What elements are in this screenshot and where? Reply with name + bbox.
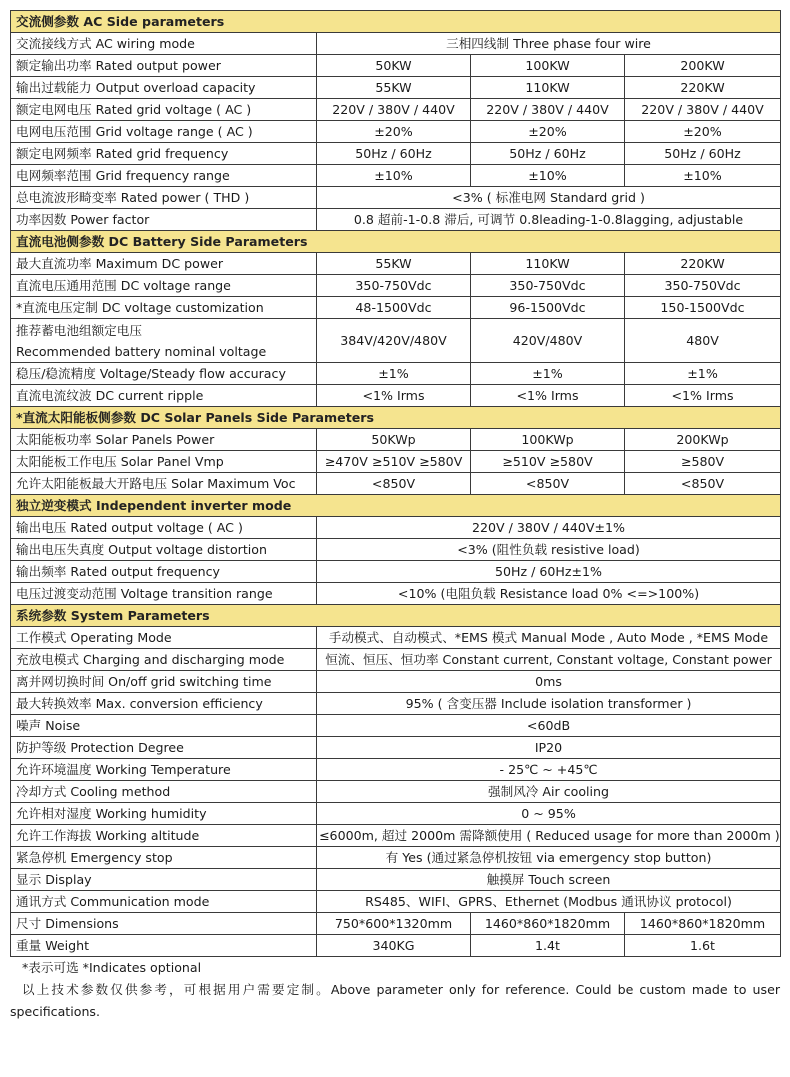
spec-label: 电网电压范围 Grid voltage range ( AC ) — [11, 121, 317, 143]
spec-label: 额定电网电压 Rated grid voltage ( AC ) — [11, 99, 317, 121]
spec-label: 输出电压 Rated output voltage ( AC ) — [11, 517, 317, 539]
section-title: 系统参数 System Parameters — [11, 605, 781, 627]
spec-value-model-2: <850V — [471, 473, 625, 495]
spec-label: 交流接线方式 AC wiring mode — [11, 33, 317, 55]
spec-row — [11, 671, 781, 693]
spec-label-line2: Recommended battery nominal voltage — [16, 343, 267, 359]
spec-label: 允许太阳能板最大开路电压 Solar Maximum Voc — [11, 473, 317, 495]
spec-label: 电网频率范围 Grid frequency range — [11, 165, 317, 187]
spec-value-model-1: ±20% — [317, 121, 471, 143]
spec-value-model-1: ≥470V ≥510V ≥580V — [317, 451, 471, 473]
spec-row — [11, 825, 781, 847]
spec-value-all-models: 恒流、恒压、恒功率 Constant current, Constant voltage, Constant power — [317, 649, 781, 671]
spec-value-model-1: 55KW — [317, 77, 471, 99]
spec-value-model-1: 384V/420V/480V — [317, 319, 471, 363]
spec-row — [11, 473, 781, 495]
spec-value-model-1: 48-1500Vdc — [317, 297, 471, 319]
footnotes — [10, 957, 780, 1023]
spec-value-model-3: 350-750Vdc — [625, 275, 781, 297]
spec-label — [11, 319, 317, 363]
spec-label: 额定电网频率 Rated grid frequency — [11, 143, 317, 165]
disclaimer-note: 以上技术参数仅供参考，可根据用户需要定制。Above parameter only for reference. Could be custom made to user specifications. — [10, 982, 780, 1019]
spec-label: 总电流波形畸变率 Rated power ( THD ) — [11, 187, 317, 209]
spec-value-model-1: ±10% — [317, 165, 471, 187]
spec-value-all-models: 强制风冷 Air cooling — [317, 781, 781, 803]
spec-label: 直流电压通用范围 DC voltage range — [11, 275, 317, 297]
spec-label: 最大直流功率 Maximum DC power — [11, 253, 317, 275]
spec-value-model-1: ±1% — [317, 363, 471, 385]
spec-row — [11, 517, 781, 539]
spec-row — [11, 209, 781, 231]
spec-value-all-models: 触摸屏 Touch screen — [317, 869, 781, 891]
spec-row — [11, 649, 781, 671]
section-header-system — [11, 605, 781, 627]
spec-value-model-3: ±1% — [625, 363, 781, 385]
spec-value-model-1: 350-750Vdc — [317, 275, 471, 297]
spec-value-model-3: 480V — [625, 319, 781, 363]
spec-label: 功率因数 Power factor — [11, 209, 317, 231]
spec-value-model-2: 96-1500Vdc — [471, 297, 625, 319]
spec-value-model-2: 110KW — [471, 77, 625, 99]
section-title: 直流电池侧参数 DC Battery Side Parameters — [11, 231, 781, 253]
spec-label-line1: 推荐蓄电池组额定电压 — [16, 322, 142, 338]
spec-value-model-2: ±1% — [471, 363, 625, 385]
spec-value-model-1: 750*600*1320mm — [317, 913, 471, 935]
spec-row — [11, 627, 781, 649]
spec-label: 稳压/稳流精度 Voltage/Steady flow accuracy — [11, 363, 317, 385]
spec-value-all-models: 0ms — [317, 671, 781, 693]
spec-value-model-1: 340KG — [317, 935, 471, 957]
spec-label: 允许相对湿度 Working humidity — [11, 803, 317, 825]
spec-value-model-2: <1% Irms — [471, 385, 625, 407]
spec-label: 防护等级 Protection Degree — [11, 737, 317, 759]
spec-row — [11, 847, 781, 869]
spec-value-all-models: 有 Yes (通过紧急停机按钮 via emergency stop button) — [317, 847, 781, 869]
spec-value-model-3: 150-1500Vdc — [625, 297, 781, 319]
section-header-inverter — [11, 495, 781, 517]
spec-label: 重量 Weight — [11, 935, 317, 957]
spec-label: 电压过渡变动范围 Voltage transition range — [11, 583, 317, 605]
spec-value-model-3: 220KW — [625, 77, 781, 99]
spec-label: 尺寸 Dimensions — [11, 913, 317, 935]
spec-label: 显示 Display — [11, 869, 317, 891]
spec-row — [11, 869, 781, 891]
spec-row — [11, 385, 781, 407]
spec-label: 允许环境温度 Working Temperature — [11, 759, 317, 781]
spec-sheet — [10, 10, 780, 1023]
spec-row — [11, 187, 781, 209]
spec-row — [11, 121, 781, 143]
spec-value-model-2: 50Hz / 60Hz — [471, 143, 625, 165]
spec-row — [11, 451, 781, 473]
spec-value-all-models: 0 ~ 95% — [317, 803, 781, 825]
spec-value-all-models: <10% (电阻负载 Resistance load 0% <=>100%) — [317, 583, 781, 605]
spec-value-model-2: 1460*860*1820mm — [471, 913, 625, 935]
spec-label: 输出频率 Rated output frequency — [11, 561, 317, 583]
spec-value-all-models: ≤6000m, 超过 2000m 需降额使用 ( Reduced usage for more than 2000m ) — [317, 825, 781, 847]
spec-value-model-1: 55KW — [317, 253, 471, 275]
spec-value-model-3: 220KW — [625, 253, 781, 275]
spec-label: 最大转换效率 Max. conversion efficiency — [11, 693, 317, 715]
spec-row — [11, 539, 781, 561]
spec-value-model-3: 220V / 380V / 440V — [625, 99, 781, 121]
spec-value-model-3: ≥580V — [625, 451, 781, 473]
spec-row — [11, 583, 781, 605]
spec-value-model-3: 1460*860*1820mm — [625, 913, 781, 935]
spec-value-all-models: 0.8 超前-1-0.8 滞后, 可调节 0.8leading-1-0.8lagging, adjustable — [317, 209, 781, 231]
spec-label: 紧急停机 Emergency stop — [11, 847, 317, 869]
spec-label: 太阳能板工作电压 Solar Panel Vmp — [11, 451, 317, 473]
spec-row — [11, 803, 781, 825]
spec-value-model-3: <850V — [625, 473, 781, 495]
spec-value-model-2: 350-750Vdc — [471, 275, 625, 297]
spec-value-model-1: <850V — [317, 473, 471, 495]
section-header-solar — [11, 407, 781, 429]
spec-row — [11, 363, 781, 385]
spec-value-model-2: 100KW — [471, 55, 625, 77]
spec-row — [11, 759, 781, 781]
spec-row — [11, 77, 781, 99]
spec-row — [11, 99, 781, 121]
spec-label: 离并网切换时间 On/off grid switching time — [11, 671, 317, 693]
spec-label: 工作模式 Operating Mode — [11, 627, 317, 649]
spec-value-all-models: <60dB — [317, 715, 781, 737]
spec-row — [11, 913, 781, 935]
spec-label: *直流电压定制 DC voltage customization — [11, 297, 317, 319]
spec-value-all-models: 手动模式、自动模式、*EMS 模式 Manual Mode , Auto Mode , *EMS Mode — [317, 627, 781, 649]
spec-value-model-3: 50Hz / 60Hz — [625, 143, 781, 165]
spec-row — [11, 561, 781, 583]
spec-value-model-2: ≥510V ≥580V — [471, 451, 625, 473]
spec-row — [11, 891, 781, 913]
spec-row — [11, 275, 781, 297]
specification-table — [10, 10, 781, 957]
spec-value-all-models: RS485、WIFI、GPRS、Ethernet (Modbus 通讯协议 protocol) — [317, 891, 781, 913]
spec-value-model-2: ±10% — [471, 165, 625, 187]
spec-value-model-2: 100KWp — [471, 429, 625, 451]
spec-label: 直流电流纹波 DC current ripple — [11, 385, 317, 407]
spec-row — [11, 253, 781, 275]
spec-label: 允许工作海拔 Working altitude — [11, 825, 317, 847]
spec-label: 通讯方式 Communication mode — [11, 891, 317, 913]
spec-row — [11, 33, 781, 55]
spec-row — [11, 935, 781, 957]
spec-row — [11, 693, 781, 715]
spec-value-model-3: 200KWp — [625, 429, 781, 451]
spec-row — [11, 55, 781, 77]
spec-value-all-models: 三相四线制 Three phase four wire — [317, 33, 781, 55]
spec-row — [11, 143, 781, 165]
spec-value-model-1: 50KWp — [317, 429, 471, 451]
spec-value-all-models: 220V / 380V / 440V±1% — [317, 517, 781, 539]
spec-row — [11, 319, 781, 363]
spec-label: 冷却方式 Cooling method — [11, 781, 317, 803]
spec-label: 输出过载能力 Output overload capacity — [11, 77, 317, 99]
spec-row — [11, 165, 781, 187]
spec-value-all-models: 50Hz / 60Hz±1% — [317, 561, 781, 583]
spec-value-model-2: 220V / 380V / 440V — [471, 99, 625, 121]
spec-value-model-3: 200KW — [625, 55, 781, 77]
spec-value-model-2: ±20% — [471, 121, 625, 143]
spec-value-model-1: 50KW — [317, 55, 471, 77]
section-title: 交流侧参数 AC Side parameters — [11, 11, 781, 33]
section-title: 独立逆变模式 Independent inverter mode — [11, 495, 781, 517]
optional-note: *表示可选 *Indicates optional — [22, 960, 202, 975]
spec-row — [11, 737, 781, 759]
spec-value-model-2: 110KW — [471, 253, 625, 275]
spec-value-model-1: <1% Irms — [317, 385, 471, 407]
spec-value-all-models: <3% (阻性负载 resistive load) — [317, 539, 781, 561]
section-header-dc — [11, 231, 781, 253]
section-header-ac — [11, 11, 781, 33]
spec-value-model-2: 1.4t — [471, 935, 625, 957]
spec-value-model-1: 220V / 380V / 440V — [317, 99, 471, 121]
spec-row — [11, 297, 781, 319]
spec-row — [11, 429, 781, 451]
spec-label: 太阳能板功率 Solar Panels Power — [11, 429, 317, 451]
spec-value-model-3: <1% Irms — [625, 385, 781, 407]
spec-value-model-1: 50Hz / 60Hz — [317, 143, 471, 165]
spec-value-all-models: IP20 — [317, 737, 781, 759]
spec-label: 输出电压失真度 Output voltage distortion — [11, 539, 317, 561]
spec-value-model-3: 1.6t — [625, 935, 781, 957]
spec-label: 噪声 Noise — [11, 715, 317, 737]
spec-label: 额定输出功率 Rated output power — [11, 55, 317, 77]
spec-value-model-3: ±10% — [625, 165, 781, 187]
spec-row — [11, 781, 781, 803]
section-title: *直流太阳能板侧参数 DC Solar Panels Side Parameters — [11, 407, 781, 429]
spec-value-all-models: 95% ( 含变压器 Include isolation transformer ) — [317, 693, 781, 715]
spec-value-model-2: 420V/480V — [471, 319, 625, 363]
spec-value-model-3: ±20% — [625, 121, 781, 143]
spec-row — [11, 715, 781, 737]
spec-value-all-models: - 25℃ ~ +45℃ — [317, 759, 781, 781]
spec-label: 充放电模式 Charging and discharging mode — [11, 649, 317, 671]
spec-value-all-models: <3% ( 标准电网 Standard grid ) — [317, 187, 781, 209]
